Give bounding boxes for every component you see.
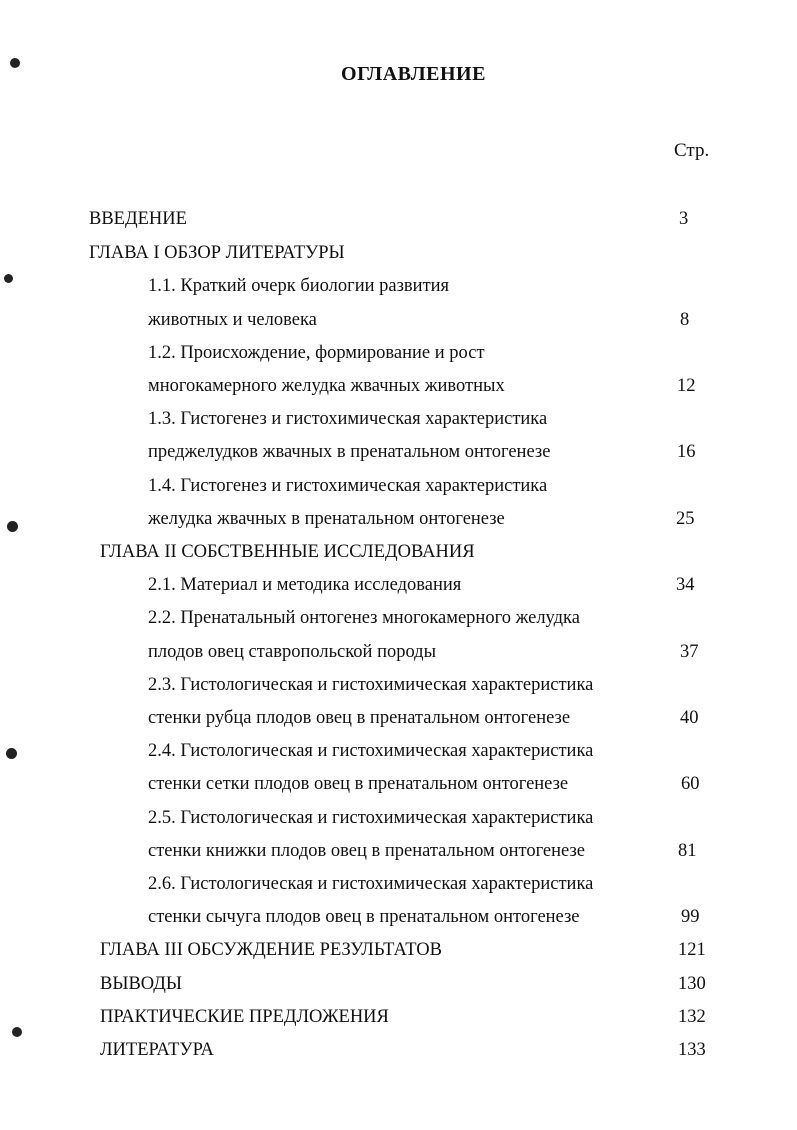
binder-hole-mark (12, 1027, 22, 1037)
toc-section-2-5-line1: 2.5. Гистологическая и гистохимическая характеристика (148, 808, 594, 828)
toc-page-2-4: 60 (681, 774, 700, 794)
toc-entry-conclusions: ВЫВОДЫ (100, 974, 183, 994)
toc-page-2-5: 81 (678, 841, 697, 861)
toc-section-1-1-line2: животных и человека (148, 310, 317, 330)
toc-page-1-4: 25 (676, 509, 695, 529)
toc-page-proposals: 132 (678, 1007, 706, 1027)
toc-section-1-2-line2: многокамерного желудка жвачных животных (148, 376, 505, 396)
toc-page-2-1: 34 (676, 575, 695, 595)
toc-section-2-6-line1: 2.6. Гистологическая и гистохимическая характеристика (148, 874, 594, 894)
toc-chapter-3: ГЛАВА III ОБСУЖДЕНИЕ РЕЗУЛЬТАТОВ (100, 940, 442, 960)
toc-page-2-2: 37 (680, 642, 699, 662)
page-column-label: Стр. (674, 140, 710, 161)
toc-page-2-6: 99 (681, 907, 700, 927)
toc-chapter-1: ГЛАВА I ОБЗОР ЛИТЕРАТУРЫ (89, 243, 345, 263)
toc-page-literature: 133 (678, 1040, 706, 1060)
toc-chapter-2: ГЛАВА II СОБСТВЕННЫЕ ИССЛЕДОВАНИЯ (100, 542, 475, 562)
toc-section-1-3-line1: 1.3. Гистогенез и гистохимическая характеристика (148, 409, 548, 429)
toc-page-2-3: 40 (680, 708, 699, 728)
toc-section-2-5-line2: стенки книжки плодов овец в пренатальном онтогенезе (148, 841, 585, 861)
toc-entry-literature: ЛИТЕРАТУРА (100, 1040, 214, 1060)
toc-section-1-4-line1: 1.4. Гистогенез и гистохимическая характеристика (148, 476, 548, 496)
toc-entry-intro: ВВЕДЕНИЕ (89, 209, 187, 229)
toc-section-1-1-line1: 1.1. Краткий очерк биологии развития (148, 276, 450, 296)
toc-page-conclusions: 130 (678, 974, 706, 994)
toc-section-1-3-line2: преджелудков жвачных в пренатальном онтогенезе (148, 442, 551, 462)
toc-page-intro: 3 (679, 209, 689, 229)
toc-page-1-2: 12 (677, 376, 696, 396)
binder-hole-mark (6, 748, 17, 759)
toc-page-1-3: 16 (677, 442, 696, 462)
toc-section-2-6-line2: стенки сычуга плодов овец в пренатальном онтогенезе (148, 907, 580, 927)
toc-section-2-4-line1: 2.4. Гистологическая и гистохимическая характеристика (148, 741, 594, 761)
toc-page-1-1: 8 (680, 310, 690, 330)
toc-section-1-2-line1: 1.2. Происхождение, формирование и рост (148, 343, 485, 363)
page-title: ОГЛАВЛЕНИЕ (341, 63, 486, 85)
toc-section-2-3-line1: 2.3. Гистологическая и гистохимическая характеристика (148, 675, 594, 695)
toc-section-2-4-line2: стенки сетки плодов овец в пренатальном онтогенезе (148, 774, 569, 794)
toc-section-2-3-line2: стенки рубца плодов овец в пренатальном онтогенезе (148, 708, 571, 728)
toc-section-1-4-line2: желудка жвачных в пренатальном онтогенезе (148, 509, 505, 529)
toc-section-2-2-line2: плодов овец ставропольской породы (148, 642, 437, 662)
toc-section-2-1-line1: 2.1. Материал и методика исследования (148, 575, 462, 595)
binder-hole-mark (7, 521, 18, 532)
toc-entry-proposals: ПРАКТИЧЕСКИЕ ПРЕДЛОЖЕНИЯ (100, 1007, 389, 1027)
toc-section-2-2-line1: 2.2. Пренатальный онтогенез многокамерного желудка (148, 608, 580, 628)
toc-page-chapter-3: 121 (678, 940, 706, 960)
binder-hole-mark (4, 274, 13, 283)
